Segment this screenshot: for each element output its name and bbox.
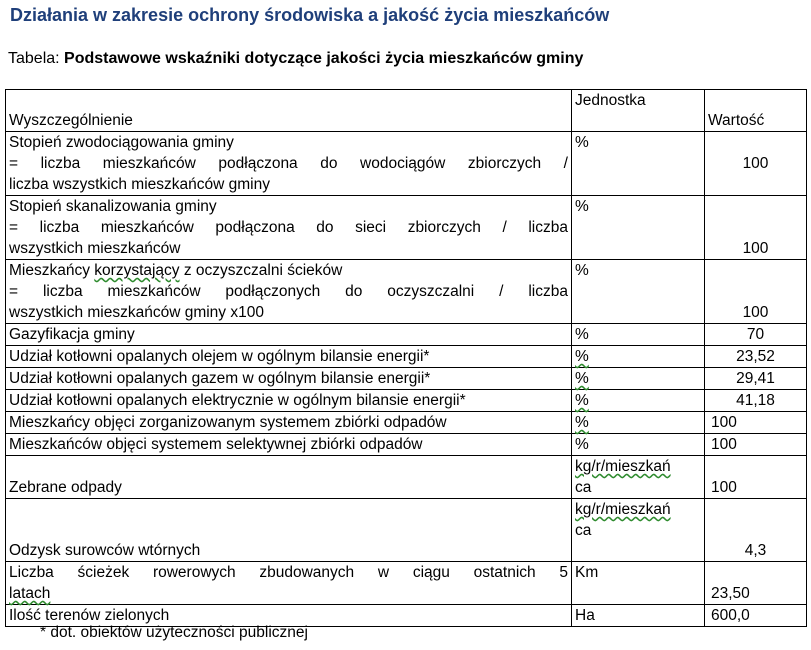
- row-name: [6, 562, 572, 605]
- row-value: 600,0: [705, 605, 807, 627]
- row-name-line: = liczba mieszkańców podłączona do sieci zbiorczych / liczba: [9, 219, 568, 236]
- row-value: 100: [705, 412, 807, 434]
- row-name: Mieszkańców objęci systemem selektywnej zbiórki odpadów: [6, 434, 572, 456]
- footnote: * dot. obiektów użyteczności publicznej: [40, 624, 308, 641]
- row-value: 70: [705, 324, 807, 346]
- table-caption: [8, 50, 583, 68]
- header-name: Wyszczególnienie: [6, 90, 572, 132]
- row-name: Odzysk surowców wtórnych: [6, 499, 572, 562]
- table-header-row: [6, 90, 807, 132]
- table-row: [6, 196, 807, 260]
- header-value: Wartość: [705, 90, 807, 132]
- row-unit: [572, 412, 705, 434]
- row-unit: %: [572, 434, 705, 456]
- row-unit-text: %: [575, 414, 589, 431]
- table-row: [6, 132, 807, 196]
- row-value: 29,41: [705, 368, 807, 390]
- table-row: [6, 412, 807, 434]
- table-row: [6, 346, 807, 368]
- row-name-line: [9, 260, 568, 281]
- section-heading: Działania w zakresie ochrony środowiska a jakość życia mieszkańców: [10, 5, 610, 25]
- row-name-line: Liczba ścieżek rowerowych zbudowanych w ciągu ostatnich 5: [9, 564, 568, 581]
- table-row: [6, 324, 807, 346]
- row-name-part: korzystający: [94, 262, 180, 279]
- row-unit-text: %: [575, 370, 589, 387]
- table-row: [6, 562, 807, 605]
- row-value: 100: [705, 260, 807, 324]
- row-name-part: z oczyszczalni ścieków: [179, 262, 343, 279]
- table-row: [6, 456, 807, 499]
- row-name-line: = liczba mieszkańców podłączonych do oczyszczalni / liczba: [9, 283, 568, 300]
- row-unit-text: %: [575, 392, 589, 409]
- row-unit-line: ca: [575, 479, 592, 496]
- header-unit: Jednostka: [572, 90, 705, 132]
- table-row: [6, 499, 807, 562]
- row-unit-text: %: [575, 348, 589, 365]
- row-name-line: Stopień skanalizowania gminy: [9, 198, 217, 215]
- row-name: Mieszkańcy objęci zorganizowanym systemem zbiórki odpadów: [6, 412, 572, 434]
- row-unit-line: ca: [575, 522, 592, 539]
- row-unit: %: [572, 132, 705, 196]
- row-name: [6, 132, 572, 196]
- row-value: 23,50: [705, 562, 807, 605]
- row-name: Udział kotłowni opalanych elektrycznie w ogólnym bilansie energii*: [6, 390, 572, 412]
- row-unit: [572, 368, 705, 390]
- indicators-table: [5, 89, 807, 627]
- caption-prefix: Tabela:: [8, 50, 65, 67]
- row-name-line: wszystkich mieszkańców: [9, 240, 181, 257]
- row-value: 100: [705, 132, 807, 196]
- row-name: Udział kotłowni opalanych gazem w ogólnym bilansie energii*: [6, 368, 572, 390]
- row-name: [6, 260, 572, 324]
- row-name-line: liczba wszystkich mieszkańców gminy: [9, 176, 270, 193]
- row-name-line: = liczba mieszkańców podłączona do wodociągów zbiorczych /: [9, 155, 568, 172]
- row-name-line: Stopień zwodociągowania gminy: [9, 134, 234, 151]
- row-value: 23,52: [705, 346, 807, 368]
- row-value: 4,3: [705, 499, 807, 562]
- row-value: 41,18: [705, 390, 807, 412]
- row-unit-line: kg/r/mieszkań: [575, 501, 671, 518]
- row-unit: %: [572, 324, 705, 346]
- row-value: 100: [705, 456, 807, 499]
- row-name: Gazyfikacja gminy: [6, 324, 572, 346]
- row-value: 100: [705, 196, 807, 260]
- table-row: [6, 260, 807, 324]
- row-name: Udział kotłowni opalanych olejem w ogólnym bilansie energii*: [6, 346, 572, 368]
- row-unit: %: [572, 260, 705, 324]
- caption-title: Podstawowe wskaźniki dotyczące jakości życia mieszkańców gminy: [64, 50, 584, 67]
- table-row: [6, 390, 807, 412]
- row-unit: Ha: [572, 605, 705, 627]
- row-unit: [572, 499, 705, 562]
- row-unit: [572, 346, 705, 368]
- row-name: Zebrane odpady: [6, 456, 572, 499]
- row-name: Ilość terenów zielonych: [6, 605, 572, 627]
- row-name: [6, 196, 572, 260]
- row-unit-line: kg/r/mieszkań: [575, 458, 671, 475]
- row-name-line: wszystkich mieszkańców gminy x100: [9, 304, 264, 321]
- table-row: [6, 434, 807, 456]
- row-unit: [572, 390, 705, 412]
- row-name-part: Mieszkańcy: [9, 262, 95, 279]
- row-unit: %: [572, 196, 705, 260]
- table-row: [6, 368, 807, 390]
- row-unit: Km: [572, 562, 705, 605]
- row-value: 100: [705, 434, 807, 456]
- row-name-line: latach: [9, 585, 51, 602]
- row-unit: [572, 456, 705, 499]
